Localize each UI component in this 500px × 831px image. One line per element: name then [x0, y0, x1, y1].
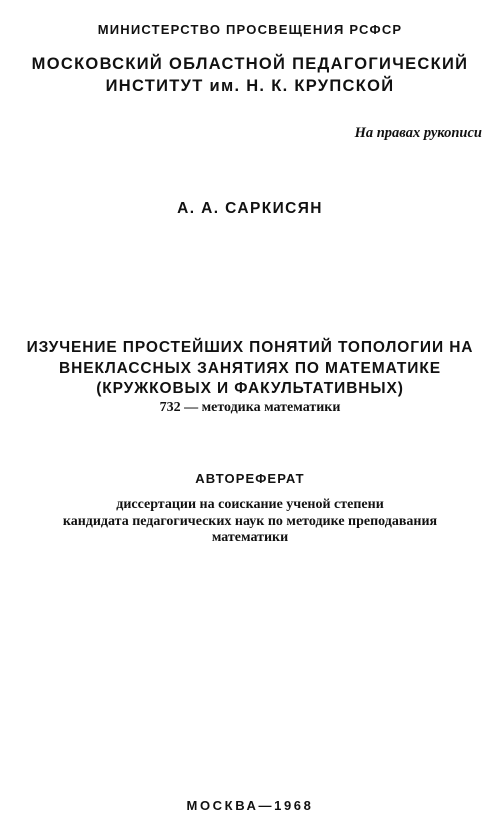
specialty-code: 732 — методика математики [159, 400, 341, 415]
abstract-heading: АВТОРЕФЕРАТ [195, 471, 305, 486]
abstract-description-line3: математики [211, 530, 289, 545]
ministry-name: МИНИСТЕРСТВО ПРОСВЕЩЕНИЯ РСФСР [97, 22, 403, 37]
city-year: МОСКВА—1968 [186, 798, 314, 813]
thesis-title-line3: (КРУЖКОВЫХ И ФАКУЛЬТАТИВНЫХ) [96, 380, 404, 397]
abstract-description-line2: кандидата педагогических наук по методике преподавания [62, 514, 438, 529]
institute-name-line1: МОСКОВСКИЙ ОБЛАСТНОЙ ПЕДАГОГИЧЕСКИЙ [31, 55, 469, 73]
thesis-title-line1: ИЗУЧЕНИЕ ПРОСТЕЙШИХ ПОНЯТИЙ ТОПОЛОГИИ НА [26, 339, 474, 356]
manuscript-rights-note: На правах рукописи [354, 125, 482, 141]
institute-name-line2: ИНСТИТУТ им. Н. К. КРУПСКОЙ [105, 77, 395, 95]
abstract-description-line1: диссертации на соискание ученой степени [116, 497, 384, 512]
thesis-title-line2: ВНЕКЛАССНЫХ ЗАНЯТИЯХ ПО МАТЕМАТИКЕ [59, 360, 441, 377]
author-name: А. А. САРКИСЯН [177, 200, 323, 217]
